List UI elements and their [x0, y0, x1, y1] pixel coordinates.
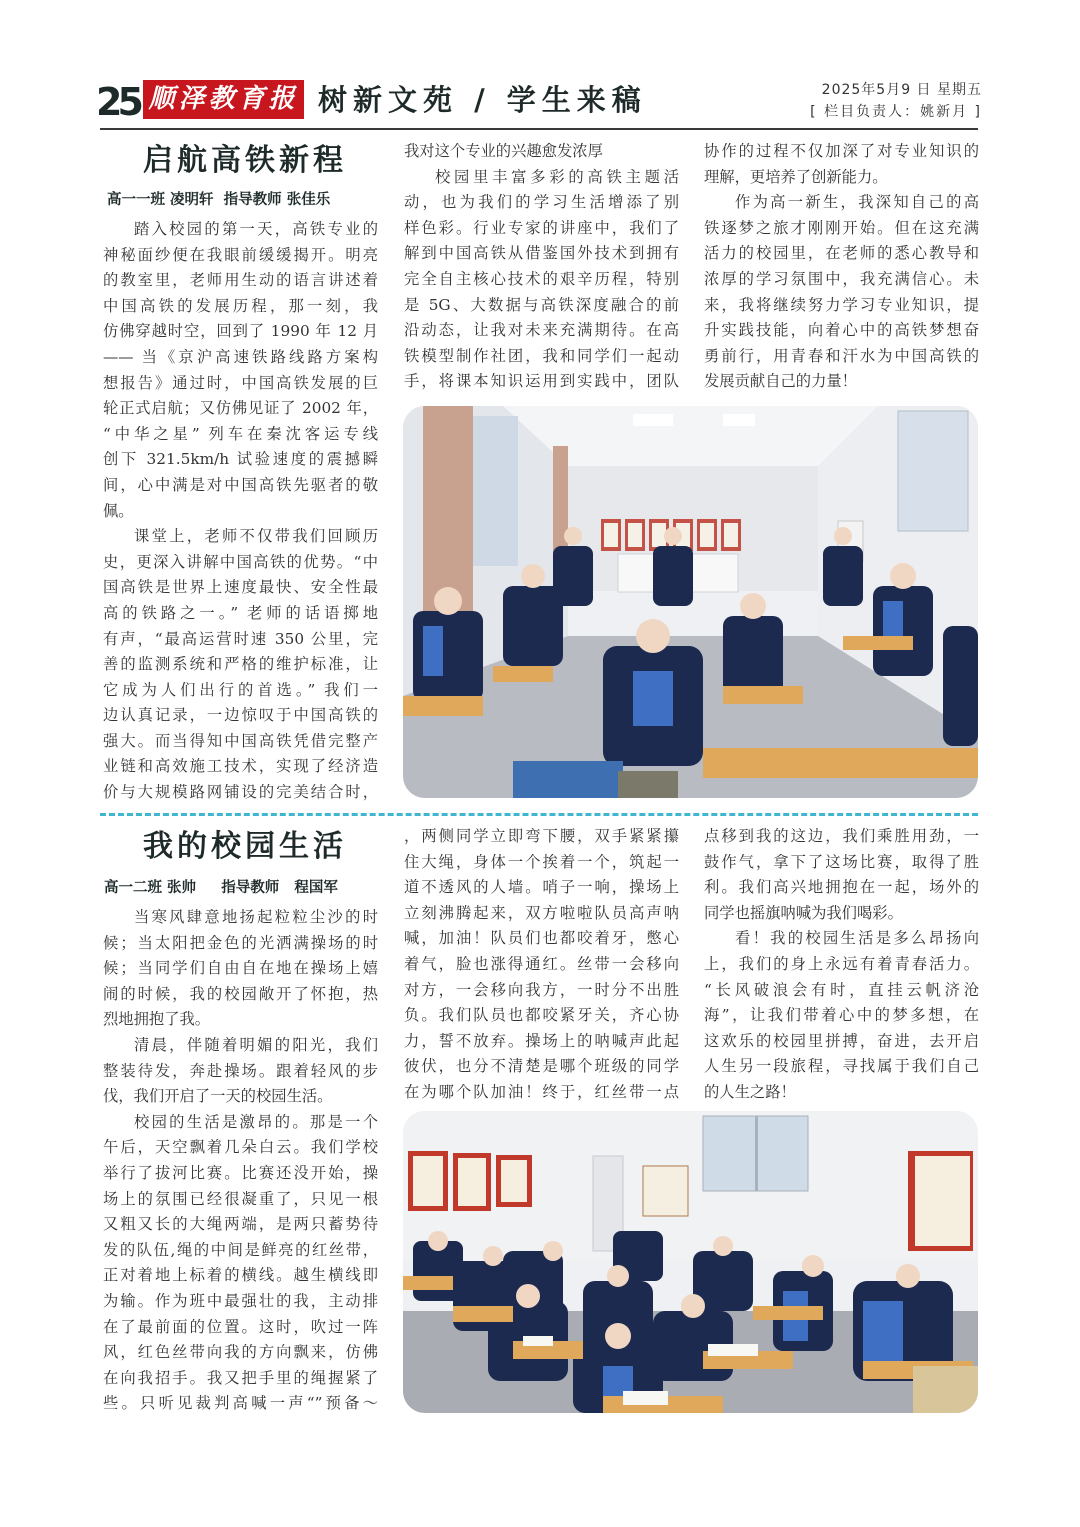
text-line: 有声，“最高运营时速 350 公里，完	[103, 629, 378, 648]
text-line: 史，更深入讲解中国高铁的优势。“中	[103, 552, 378, 571]
column-editor: [ 栏目负责人：姚新月 ]	[810, 104, 982, 120]
text-line: 场上的氛围已经很凝重了，只见一根	[103, 1189, 378, 1208]
reading-classroom-photo-image	[403, 1111, 978, 1413]
text-line: ，两侧同学立即弯下腰，双手紧紧攥	[404, 827, 679, 845]
text-line: 校园的生活是激昂的。那是一个	[134, 1112, 378, 1131]
text-line: 烈地拥抱了我。	[103, 1010, 211, 1029]
publication-date: 2025年5月9 日 星期五	[821, 82, 982, 98]
text-line: 彼伏，也分不清楚是哪个班级的同学	[404, 1057, 679, 1076]
text-line: 它成为人们出行的首选。” 我们一	[103, 680, 378, 699]
text-line: 轮正式启航；又仿佛见证了 2002 年，	[103, 399, 378, 418]
newspaper-masthead: 顺泽教育报	[143, 80, 304, 119]
text-line: 佩。	[103, 501, 134, 520]
text-line: 升实践技能，向着心中的高铁梦想奋	[704, 321, 979, 340]
text-line: 清晨，伴随着明媚的阳光，我们	[134, 1035, 378, 1054]
text-line: 协作的过程不仅加深了对专业知识的	[704, 142, 979, 160]
text-line: 当寒风肆意地扬起粒粒尘沙的时	[134, 908, 378, 926]
text-line: 样色彩。行业专家的讲座中，我们了	[404, 218, 679, 237]
article-title: 启航高铁新程	[143, 143, 347, 178]
text-line: 风，红色丝带向我的方向飘来，仿佛	[103, 1343, 378, 1362]
text-line: 作为高一新生，我深知自己的高	[735, 193, 979, 212]
text-line: 在向我招手。我又把手里的绳握紧了	[103, 1368, 378, 1387]
text-line: 为输。作为班中最强壮的我，主动排	[103, 1291, 378, 1310]
text-line: 浓厚的学习氛围中，我充满信心。未	[704, 269, 979, 288]
text-line: 的教室里，老师用生动的语言讲述着	[103, 271, 378, 290]
text-line: 我对这个专业的兴趣愈发浓厚	[404, 142, 603, 160]
text-line: 午后，天空飘着几朵白云。我们学校	[103, 1138, 378, 1157]
text-line: 间，心中满是对中国高铁先驱者的敬	[103, 475, 378, 494]
text-line: 善的监测系统和严格的维护标准，让	[103, 655, 378, 674]
text-line: 正对着地上标着的横线。越生横线即	[103, 1266, 378, 1285]
text-line: 上，我们的身上永远有着青春活力。	[704, 954, 979, 973]
text-line: 这欢乐的校园里拼搏，奋进，去开启	[704, 1031, 979, 1050]
text-line: 又粗又长的大绳两端，是两只蓄势待	[103, 1215, 378, 1234]
text-line: 利。我们高兴地拥抱在一起，场外的	[704, 878, 979, 897]
text-line: 创下 321.5km/h 试验速度的震撼瞬	[103, 450, 378, 469]
article-byline: 高一二班 张帅 指导教师 程国军	[104, 880, 338, 896]
text-line: 发展贡献自己的力量！	[704, 372, 857, 391]
article-byline: 高一一班 凌明轩 指导教师 张佳乐	[107, 192, 331, 208]
text-line: 沿动态，让我对未来充满期待。在高	[404, 321, 679, 340]
header-rule	[100, 128, 978, 130]
text-line: 伐，我们开启了一天的校园生活。	[103, 1087, 333, 1106]
text-line: 海”，让我们带着心中的梦多想，在	[704, 1006, 979, 1025]
text-line: 对方，一会移向我方，一时分不出胜	[404, 980, 679, 999]
text-line: 点移到我的这边，我们乘胜用劲，一	[704, 827, 979, 845]
text-line: —— 当《京沪高速铁路线路方案构	[103, 347, 378, 366]
article-column	[404, 824, 679, 1106]
text-line: 活力的校园里，在老师的悉心教导和	[704, 244, 979, 263]
text-line: 边认真记录，一边惊叹于中国高铁的	[103, 706, 378, 725]
text-line: 价与大规模路网铺设的完美结合时，	[103, 783, 378, 802]
text-line: 整装待发，奔赴操场。跟着轻风的步	[103, 1061, 378, 1080]
text-line: 课堂上，老师不仅带我们回顾历	[134, 527, 378, 546]
text-line: 闹的时候，我的校园敞开了怀抱，热	[103, 984, 378, 1003]
text-line: 住大绳，身体一个挨着一个，筑起一	[404, 852, 679, 871]
article-column	[404, 139, 679, 395]
text-line: 力，誓不放弃。操场上的呐喊声此起	[404, 1031, 679, 1050]
text-line: 的人生之路！	[704, 1082, 796, 1101]
article-column	[704, 824, 979, 1106]
text-line: 踏入校园的第一天，高铁专业的	[134, 220, 378, 238]
section-divider	[100, 813, 978, 816]
classroom-photo-image	[403, 406, 978, 798]
section-title: 树新文苑 / 学生来稿	[318, 83, 647, 117]
text-line: 候；当太阳把金色的光洒满操场的时	[103, 933, 378, 952]
text-line: 铁逐梦之旅才刚刚开始。但在这充满	[704, 218, 979, 237]
text-line: “中华之星” 列车在秦沈客运专线	[103, 424, 378, 443]
article-column	[103, 905, 378, 1417]
text-line: 手，将课本知识运用到实践中，团队	[404, 372, 679, 391]
text-line: 负。我们队员也都咬紧牙关，齐心协	[404, 1006, 679, 1025]
article-title: 我的校园生活	[143, 829, 347, 864]
text-line: 同学也摇旗呐喊为我们喝彩。	[704, 903, 903, 922]
article-column	[103, 217, 378, 806]
text-line: 校园里丰富多彩的高铁主题活	[435, 167, 679, 186]
text-line: 动，也为我们的学习生活增添了别	[404, 193, 679, 212]
article-photo	[403, 406, 978, 798]
text-line: 仿佛穿越时空，回到了 1990 年 12 月	[103, 322, 378, 341]
text-line: 解到中国高铁从借鉴国外技术到拥有	[404, 244, 679, 263]
text-line: 道不透风的人墙。哨子一响，操场上	[404, 878, 679, 897]
text-line: 铁模型制作社团，我和同学们一起动	[404, 346, 679, 365]
text-line: 理解，更培养了创新能力。	[704, 167, 888, 186]
text-line: “长风破浪会有时，直挂云帆济沧	[704, 980, 979, 999]
text-line: 来，我将继续努力学习专业知识，提	[704, 295, 979, 314]
text-line: 在了最前面的位置。这时，吹过一阵	[103, 1317, 378, 1336]
page-number: 25	[96, 80, 139, 124]
text-line: 勇前行，用青春和汗水为中国高铁的	[704, 346, 979, 365]
text-line: 国高铁是世界上速度最快、安全性最	[103, 578, 378, 597]
text-line: 高的铁路之一。” 老师的话语掷地	[103, 603, 378, 622]
text-line: 神秘面纱便在我眼前缓缓揭开。明亮	[103, 245, 378, 264]
text-line: 业链和高效施工技术，实现了经济造	[103, 757, 378, 776]
text-line: 着气，脸也涨得通红。丝带一会移向	[404, 954, 679, 973]
text-line: 中国高铁的发展历程，那一刻，我	[103, 296, 378, 315]
text-line: 是 5G、大数据与高铁深度融合的前	[404, 295, 679, 314]
text-line: 鼓作气，拿下了这场比赛，取得了胜	[704, 852, 979, 871]
text-line: 人生另一段旅程，寻找属于我们自己	[704, 1057, 979, 1076]
text-line: 发的队伍,绳的中间是鲜亮的红丝带，	[103, 1240, 378, 1259]
text-line: 在为哪个队加油！终于，红丝带一点	[404, 1082, 679, 1101]
text-line: 候；当同学们自由自在地在操场上嬉	[103, 959, 378, 978]
text-line: 看！我的校园生活是多么昂扬向	[735, 929, 979, 948]
text-line: 完全自主核心技术的艰辛历程，特别	[404, 269, 679, 288]
text-line: 举行了拔河比赛。比赛还没开始，操	[103, 1163, 378, 1182]
text-line: 立刻沸腾起来，双方啦啦队员高声呐	[404, 903, 679, 922]
text-line: 想报告》通过时，中国高铁发展的巨	[103, 373, 378, 392]
article-photo	[403, 1111, 978, 1413]
text-line: 强大。而当得知中国高铁凭借完整产	[103, 731, 378, 750]
article-column	[704, 139, 979, 395]
text-line: 喊，加油！队员们也都咬着牙，憋心	[404, 929, 679, 948]
text-line: 些。只听见裁判高喊一声“”预备～	[103, 1394, 378, 1413]
